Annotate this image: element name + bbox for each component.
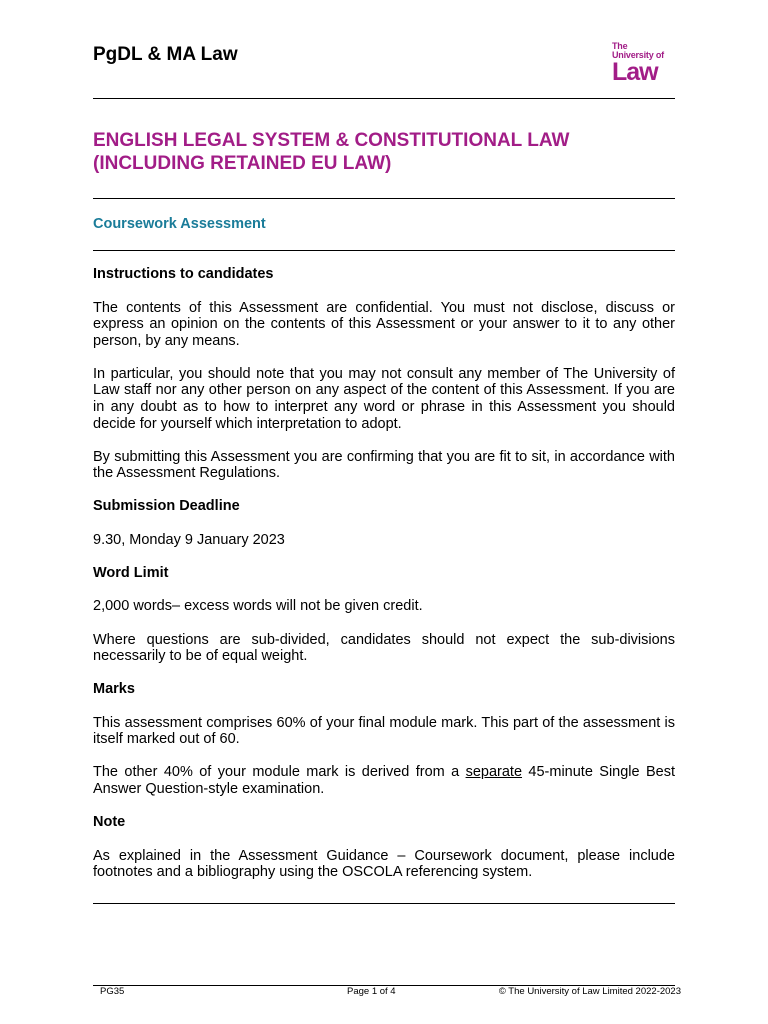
marks-p2-text-before: The other 40% of your module mark is derived from a	[93, 764, 466, 781]
document-subtitle: Coursework Assessment	[93, 216, 266, 232]
note-paragraph: As explained in the Assessment Guidance – Coursework document, please include footnotes and a bibliography using the OSCOLA referencing system.	[93, 847, 675, 881]
university-logo	[612, 42, 676, 90]
word-limit-heading: Word Limit	[93, 564, 169, 581]
logo-line-2: University of	[612, 50, 664, 60]
footer-page-number: Page 1 of 4	[347, 986, 396, 997]
document-body	[93, 266, 675, 897]
logo-line-3: Law	[612, 58, 658, 86]
logo-line-1: The	[612, 41, 628, 51]
title-divider	[93, 198, 675, 199]
separate-underlined: separate	[465, 764, 523, 781]
marks-paragraph-2	[93, 764, 675, 797]
header-title: PgDL & MA Law	[93, 44, 238, 65]
footer-copyright: © The University of Law Limited 2022-2023	[498, 986, 681, 997]
marks-p2-text-after: 45-minute Single Best Answer Question-style examination.	[93, 764, 675, 797]
marks-heading: Marks	[93, 681, 135, 698]
page-footer	[93, 985, 681, 997]
document-title: ENGLISH LEGAL SYSTEM & CONSTITUTIONAL LAW (INCLUDING RETAINED EU LAW)	[93, 130, 570, 174]
instructions-paragraph-2: In particular, you should note that you may not consult any member of The University of Law staff nor any other person on any aspect of the content of this Assessment. If you are in any doubt as to how to interpret any word or phrase in this Assessment you should decide for yourself which interpretation to adopt.	[93, 365, 675, 432]
instructions-paragraph-3: By submitting this Assessment you are confirming that you are fit to sit, in accordance with the Assessment Regulations.	[93, 448, 675, 482]
header-divider	[93, 98, 675, 99]
body-end-divider	[93, 903, 675, 904]
subtitle-divider	[93, 250, 675, 251]
instructions-paragraph-1: The contents of this Assessment are confidential. You must not disclose, discuss or express an opinion on the contents of this Assessment or your answer to it to any other person, by any means.	[93, 299, 675, 349]
marks-paragraph-1: This assessment comprises 60% of your final module mark. This part of the assessment is itself marked out of 60.	[93, 714, 675, 748]
instructions-heading: Instructions to candidates	[93, 266, 274, 282]
deadline-heading: Submission Deadline	[93, 498, 240, 515]
word-limit-paragraph-1: 2,000 words– excess words will not be given credit.	[93, 598, 423, 615]
word-limit-paragraph-2: Where questions are sub-divided, candidates should not expect the sub-divisions necessarily to be of equal weight.	[93, 631, 675, 665]
note-heading: Note	[93, 814, 126, 831]
footer-code: PG35	[100, 986, 125, 997]
deadline-value: 9.30, Monday 9 January 2023	[93, 531, 285, 548]
